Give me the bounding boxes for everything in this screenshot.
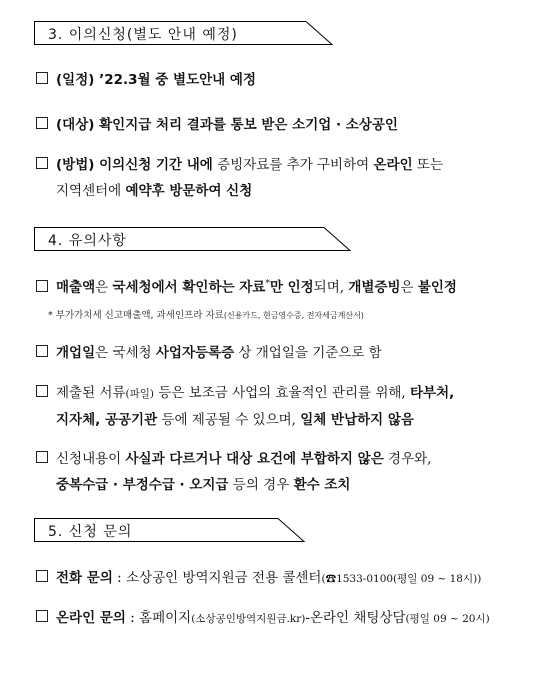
checkbox-icon — [36, 451, 48, 463]
list-item — [36, 152, 522, 204]
item-text: 증빙자료를 추가 구비하여 — [212, 157, 374, 173]
list-item — [36, 112, 522, 138]
section-header-5 — [34, 518, 334, 542]
item-bold: 국세청에서 확인하는 자료 — [112, 279, 266, 296]
section-title: 4. 유의사항 — [48, 233, 127, 249]
item-bold: 중복수급 · 부정수급 · 오지급 — [56, 477, 229, 493]
list-item — [36, 380, 522, 433]
item-text: 경우와, — [383, 451, 432, 467]
item-bold: 일체 반납하지 않음 — [300, 412, 414, 428]
list-item — [36, 67, 522, 93]
checkbox-icon — [36, 117, 48, 129]
checkbox-icon — [36, 610, 48, 622]
footnote-small: (신용카드, 현금영수증, 전자세금계산서) — [223, 311, 364, 320]
section-header-4 — [34, 227, 354, 251]
item-small: (평일 09 ~ 20시) — [405, 613, 490, 625]
item-text: 지역센터에 — [56, 183, 126, 199]
list-item — [36, 340, 522, 366]
checkbox-icon — [36, 280, 48, 292]
item-bold: 매출액 — [56, 279, 96, 296]
item-text: 제출된 서류 — [56, 385, 126, 401]
checkbox-icon — [36, 345, 48, 357]
section-title: 3. 이의신청(별도 안내 예정) — [48, 27, 238, 43]
checkbox-icon — [36, 157, 48, 169]
item-bold: 사실과 다르거나 대상 요건에 부합하지 않은 — [125, 451, 384, 467]
item-text: -온라인 채팅상담 — [305, 610, 406, 626]
item-bold: 예약후 방문하여 신청 — [125, 183, 253, 199]
checkbox-icon — [36, 72, 48, 84]
item-bold: 만 인정 — [269, 279, 314, 296]
item-text: 또는 — [412, 157, 443, 173]
item-bold: 지자체, 공공기관 — [56, 412, 158, 428]
item-text: 상 개업일을 기준으로 함 — [234, 345, 382, 361]
item-text: 신청내용이 — [56, 451, 126, 467]
item-text: 은 — [95, 279, 113, 296]
item-bold: 환수 조치 — [293, 477, 351, 493]
footnote-text: * 부가가치세 신고매출액, 과세인프라 자료 — [48, 310, 224, 321]
item-bold: 불인정 — [417, 279, 457, 296]
section-title: 5. 신청 문의 — [48, 524, 133, 540]
list-item — [36, 605, 536, 632]
item-bold: 온라인 문의 — [56, 610, 126, 626]
list-item — [36, 271, 522, 301]
item-text: 등에 제공될 수 있으며, — [157, 412, 301, 428]
item-small: (소상공인방역지원금.kr) — [191, 613, 306, 625]
item-text: 은 국세청 — [95, 345, 156, 361]
list-item — [36, 565, 536, 592]
footnote — [48, 307, 364, 321]
list-item — [36, 446, 522, 498]
item-bold: 개별증빙 — [348, 279, 401, 296]
item-small: (☎1533-0100(평일 09 ~ 18시)) — [321, 573, 482, 585]
checkbox-icon — [36, 570, 48, 582]
item-text: 은 — [400, 279, 418, 296]
item-bold: 사업자등록증 — [155, 345, 235, 361]
item-text: 등의 경우 — [228, 477, 294, 493]
item-text: 되며, — [313, 279, 349, 296]
item-text: (대상) 확인지급 처리 결과를 통보 받은 소기업 · 소상공인 — [56, 117, 398, 133]
item-bold: (방법) 이의신청 기간 내에 — [56, 157, 213, 173]
item-bold: 전화 문의 — [56, 570, 113, 586]
section-header-3 — [34, 21, 334, 45]
item-bold: 개업일 — [56, 345, 96, 361]
item-text: 등은 보조금 사업의 효율적인 관리를 위해, — [153, 385, 411, 401]
item-text: : 소상공인 방역지원금 전용 콜센터 — [112, 570, 322, 586]
checkbox-icon — [36, 385, 48, 397]
footnote-mark: * — [265, 279, 270, 289]
item-small: (파일) — [125, 388, 154, 400]
item-text: (일정) ’22.3월 중 별도안내 예정 — [56, 72, 256, 88]
item-bold: 타부처, — [410, 385, 455, 401]
item-bold: 온라인 — [373, 157, 413, 173]
item-text: : 홈페이지 — [125, 610, 192, 626]
